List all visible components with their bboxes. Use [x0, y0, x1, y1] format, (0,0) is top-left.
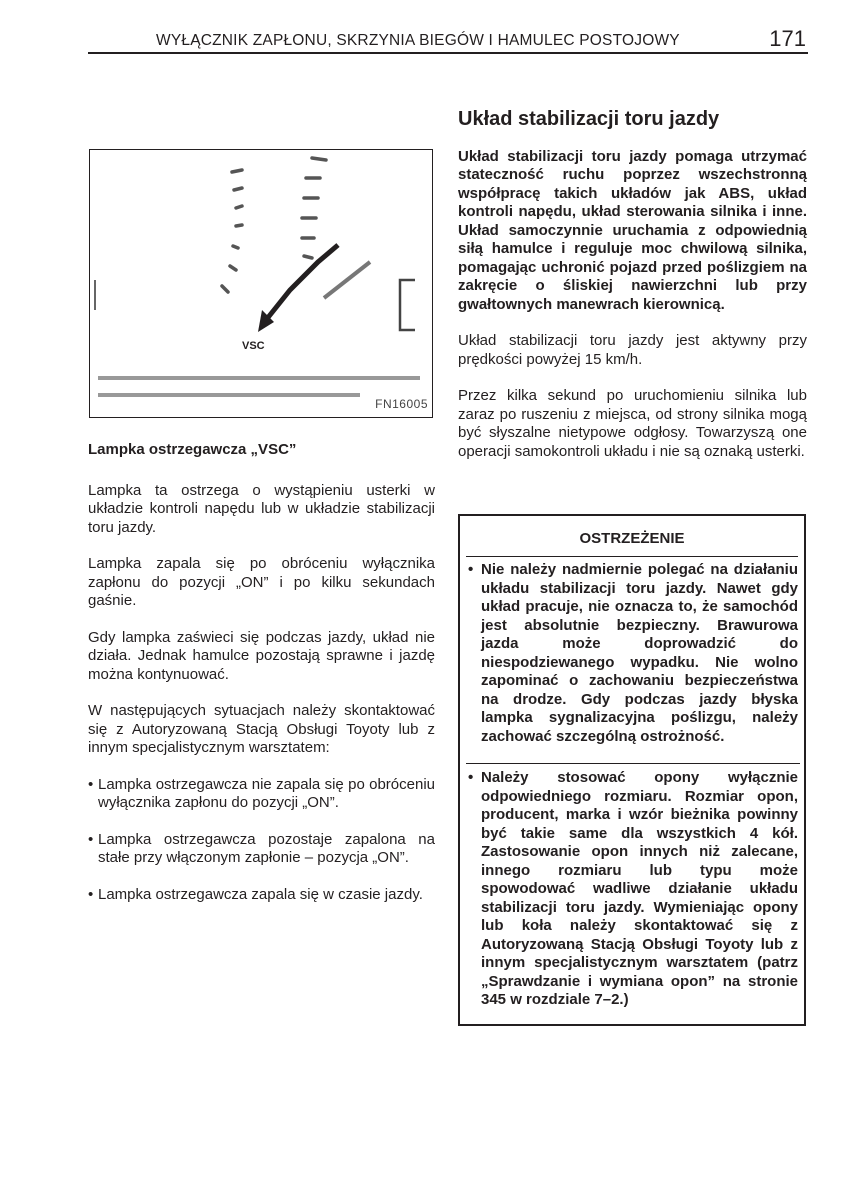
- paragraph: Lampka ta ostrzega o wystąpieniu usterki w układzie kontroli napędu lub w układzie stabilizacji toru jazdy.: [88, 481, 435, 536]
- figure-code: FN16005: [375, 397, 428, 411]
- bullet: •: [88, 830, 94, 848]
- header-title: WYŁĄCZNIK ZAPŁONU, SKRZYNIA BIEGÓW I HAMULEC POSTOJOWY: [156, 32, 680, 49]
- vsc-lamp-heading: Lampka ostrzegawcza „VSC”: [88, 441, 297, 458]
- bullet: •: [88, 885, 94, 903]
- warning-title-bar: [466, 520, 798, 557]
- warning-item: • Nie należy nadmiernie polegać na działaniu układu stabilizacji toru jazdy. Nawet gdy układ pracuje, nie oznacza to, że samochód jest absolutnie bezpieczny. Brawurowa jazda może doprowadzić do niespodziewanego wypadku. Nie wolno zapominać o zachowaniu bezpieczeństwa na drodze. Gdy podczas jazdy błyska lampka sygnalizacyjna poślizgu, należy zachować szczególną ostrożność.: [468, 561, 798, 745]
- gauge-ticks-right: [302, 158, 326, 258]
- instrument-panel-figure: [89, 149, 433, 418]
- divider: [466, 763, 800, 764]
- paragraph: Gdy lampka zaświeci się podczas jazdy, układ nie działa. Jednak hamulce pozostają sprawne i jazdę można kontynuować.: [88, 628, 435, 683]
- warning-item: • Należy stosować opony wyłącznie odpowiedniego rozmiaru. Rozmiar opon, producent, marka i wzór bieżnika powinny być takie same dla wszystkich 4 kół. Zastosowanie opon innych niż zalecane, innego rozmiaru lub typu może spowodować wadliwe działanie układu stabilizacji toru jazdy. Wymieniając opony lub koła należy skontaktować się z Autoryzowaną Stacją Obsługi Toyoty lub z innym specjalistycznym warsztatem (patrz „Sprawdzanie i wymiana opon” na stronie 345 w rozdziale 7–2.): [468, 769, 798, 1008]
- warning-title: OSTRZEŻENIE: [579, 530, 685, 547]
- section-heading: Układ stabilizacji toru jazdy: [458, 108, 720, 130]
- list-item: • Lampka ostrzegawcza zapala się w czasie jazdy.: [88, 885, 423, 903]
- symptom-list: [88, 776, 435, 905]
- bullet: •: [88, 775, 94, 793]
- page-number: 171: [769, 26, 806, 51]
- paragraph: Lampka zapala się po obróceniu wyłącznika zapłonu do pozycji „ON” i po kilku sekundach gaśnie.: [88, 555, 435, 609]
- right-gauge-frame: [400, 280, 415, 330]
- bullet: •: [468, 561, 474, 578]
- page-header: [88, 26, 808, 54]
- intro-paragraph: Układ stabilizacji toru jazdy pomaga utrzymać stateczność ruchu poprzez wszechstronną współpracę takich układów jak ABS, układ kontroli napędu, układ sterowania silnika i inne. Układ samoczynnie uruchamia z odpowiednią siłą hamulce i reguluje moc chwilową silnika, pomagając uchronić pojazd przed poślizgiem na zakręcie o śliskiej nawierzchni lub przy gwałtownych manewrach kierownicą.: [458, 147, 807, 313]
- paragraph: Przez kilka sekund po uruchomieniu silnika lub zaraz po ruszeniu z miejsca, od strony silnika mogą być słyszalne nietypowe odgłosy. Towarzyszą one operacji samokontroli układu i nie są oznaką usterki.: [458, 387, 807, 460]
- paragraph: W następujących sytuacjach należy skontaktować się z Autoryzowaną Stacją Obsługi Toyoty lub z innym specjalistycznym warsztatem:: [88, 702, 435, 756]
- vsc-indicator-label: VSC: [242, 340, 265, 352]
- paragraph: Układ stabilizacji toru jazdy jest aktywny przy prędkości powyżej 15 km/h.: [458, 332, 807, 368]
- right-column: [458, 110, 807, 479]
- pointer-arrow-shaft: [266, 245, 338, 320]
- list-item: • Lampka ostrzegawcza pozostaje zapalona na stałe przy włączonym zapłonie – pozycja „ON”.: [88, 830, 435, 866]
- list-item: • Lampka ostrzegawcza nie zapala się po obróceniu wyłącznika zapłonu do pozycji „ON”.: [88, 775, 435, 811]
- gauge-illustration: [90, 150, 432, 417]
- gauge-needle: [324, 262, 370, 298]
- left-column: [88, 441, 435, 922]
- bullet: •: [468, 769, 474, 786]
- warning-list: [468, 561, 798, 1027]
- warning-box: [458, 514, 806, 1026]
- gauge-ticks-left: [222, 170, 242, 292]
